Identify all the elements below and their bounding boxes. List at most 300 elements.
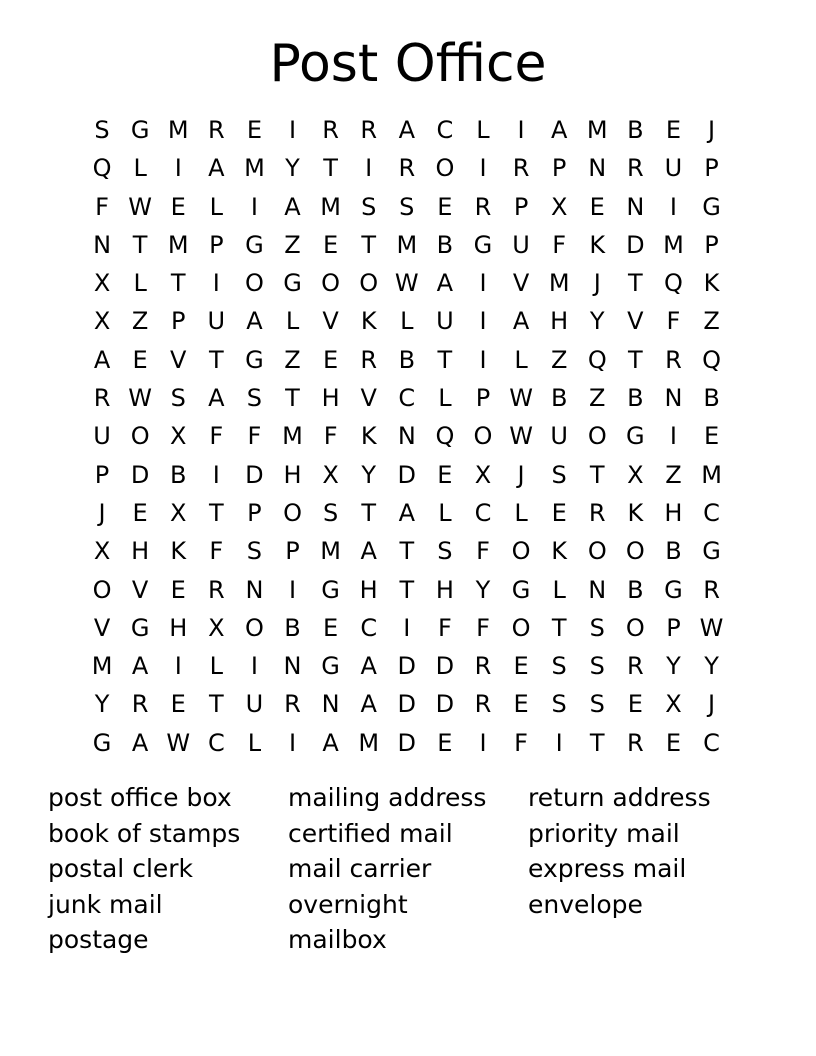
grid-letter: A: [512, 307, 530, 336]
grid-letter: G: [245, 345, 264, 374]
grid-letter: J: [517, 460, 525, 489]
grid-letter: T: [589, 728, 605, 757]
grid-letter: R: [284, 690, 301, 719]
grid-letter: R: [360, 345, 378, 374]
grid-letter: B: [627, 575, 644, 604]
grid-row: [83, 111, 733, 149]
grid-letter: T: [628, 345, 643, 374]
grid-letter: P: [475, 384, 491, 413]
grid-letter: W: [128, 192, 152, 221]
grid-letter: X: [93, 269, 111, 298]
grid-letter: G: [245, 230, 264, 259]
grid-letter: I: [212, 460, 220, 489]
grid-letter: M: [167, 116, 189, 144]
grid-letter: F: [95, 192, 109, 221]
grid-letter: S: [551, 690, 567, 719]
grid-letter: O: [92, 575, 112, 604]
grid-letter: R: [627, 652, 644, 681]
grid-letter: I: [555, 728, 563, 757]
grid-letter: T: [285, 384, 300, 413]
page-title: Post Office: [269, 34, 547, 94]
grid-letter: R: [131, 690, 149, 719]
grid-letter: V: [93, 613, 111, 642]
grid-letter: A: [436, 269, 454, 298]
grid-letter: R: [665, 345, 682, 374]
grid-letter: I: [250, 652, 258, 681]
grid-letter: I: [669, 192, 677, 221]
word-list-item: return address: [528, 783, 711, 812]
word-list-item: express mail: [528, 854, 687, 883]
grid-letter: P: [666, 613, 681, 642]
grid-letter: Z: [550, 345, 568, 374]
grid-letter: L: [285, 307, 300, 336]
grid-letter: D: [245, 460, 264, 489]
grid-letter: Y: [94, 690, 110, 719]
grid-letter: B: [627, 384, 644, 413]
grid-letter: B: [398, 345, 416, 374]
grid-row: [83, 379, 733, 417]
grid-letter: N: [664, 384, 683, 413]
grid-letter: F: [514, 728, 528, 757]
grid-letter: K: [589, 230, 606, 259]
grid-letter: K: [360, 307, 377, 336]
grid-letter: X: [208, 613, 225, 642]
grid-letter: R: [398, 154, 416, 183]
grid-letter: H: [435, 575, 454, 604]
grid-letter: U: [664, 154, 683, 183]
grid-letter: O: [587, 537, 607, 566]
grid-letter: B: [665, 537, 682, 566]
grid-letter: T: [132, 230, 148, 259]
grid-letter: N: [321, 690, 340, 719]
grid-letter: F: [437, 613, 452, 642]
grid-letter: T: [399, 575, 415, 604]
grid-letter: R: [207, 575, 225, 604]
grid-letter: S: [246, 537, 263, 566]
grid-letter: Y: [285, 154, 300, 183]
grid-letter: Y: [475, 575, 491, 604]
grid-letter: J: [708, 690, 716, 719]
grid-row: [83, 226, 733, 264]
word-list-item: envelope: [528, 889, 643, 919]
grid-letter: I: [174, 154, 182, 183]
grid-letter: H: [169, 613, 188, 642]
grid-letter: G: [92, 728, 112, 757]
grid-letter: E: [589, 192, 605, 221]
grid-letter: N: [588, 575, 607, 604]
grid-letter: E: [437, 728, 453, 757]
grid-letter: S: [246, 384, 263, 413]
grid-letter: I: [174, 652, 182, 681]
grid-letter: T: [551, 613, 567, 642]
grid-letter: H: [664, 498, 683, 527]
grid-letter: L: [438, 498, 452, 527]
grid-letter: X: [627, 460, 644, 489]
grid-letter: P: [551, 154, 567, 183]
grid-letter: I: [288, 575, 297, 604]
grid-letter: W: [128, 384, 152, 413]
grid-letter: T: [628, 269, 643, 298]
word-list-item: postal clerk: [48, 854, 194, 883]
word-list-item: mailing address: [288, 783, 487, 812]
grid-letter: G: [321, 652, 340, 681]
grid-letter: A: [360, 537, 377, 566]
grid-letter: H: [359, 575, 378, 604]
grid-letter: Z: [131, 307, 149, 336]
grid-letter: C: [360, 613, 378, 642]
grid-letter: C: [436, 116, 454, 144]
grid-letter: A: [398, 498, 415, 527]
grid-letter: K: [360, 422, 377, 451]
grid-letter: R: [474, 192, 492, 221]
grid-letter: B: [703, 384, 720, 413]
grid-letter: R: [474, 690, 492, 719]
grid-letter: O: [321, 269, 341, 298]
grid-letter: I: [288, 728, 297, 757]
grid-letter: L: [133, 154, 147, 183]
grid-row: [83, 417, 733, 455]
grid-letter: F: [209, 537, 224, 566]
grid-letter: W: [394, 269, 419, 298]
grid-letter: R: [588, 498, 606, 527]
grid-letter: H: [283, 460, 302, 489]
grid-letter: W: [509, 384, 533, 413]
grid-letter: I: [479, 345, 487, 374]
grid-letter: R: [360, 116, 378, 144]
grid-letter: G: [321, 575, 340, 604]
grid-letter: O: [511, 613, 531, 642]
grid-letter: D: [435, 690, 455, 719]
grid-letter: O: [511, 537, 531, 566]
grid-letter: G: [626, 422, 645, 451]
grid-letter: A: [131, 652, 149, 681]
grid-letter: A: [360, 652, 377, 681]
grid-letter: Z: [284, 345, 301, 374]
grid-letter: O: [244, 269, 264, 298]
grid-letter: S: [589, 690, 605, 719]
grid-letter: T: [208, 690, 224, 719]
grid-letter: O: [625, 613, 645, 642]
grid-letter: I: [250, 192, 258, 221]
word-list-item: certified mail: [288, 818, 453, 848]
grid-letter: M: [320, 537, 341, 566]
grid-letter: R: [93, 384, 111, 413]
grid-letter: A: [93, 345, 111, 374]
grid-letter: P: [285, 537, 300, 566]
grid-letter: G: [702, 192, 721, 221]
grid-letter: E: [513, 652, 529, 681]
grid-letter: Y: [589, 307, 605, 336]
grid-letter: E: [323, 345, 339, 374]
word-list-item: book of stamps: [48, 818, 241, 848]
grid-letter: U: [207, 307, 226, 336]
grid-row: [83, 724, 733, 762]
grid-letter: E: [437, 460, 453, 489]
word-list: [48, 780, 768, 958]
grid-letter: Q: [664, 269, 683, 298]
grid-letter: R: [627, 728, 644, 757]
grid-letter: M: [320, 192, 341, 221]
grid-letter: V: [322, 307, 339, 336]
grid-letter: A: [284, 192, 301, 221]
grid-letter: H: [321, 384, 340, 413]
grid-letter: R: [322, 116, 339, 144]
grid-letter: E: [627, 690, 643, 719]
grid-letter: G: [283, 269, 302, 298]
word-list-item: priority mail: [528, 818, 680, 848]
grid-letter: O: [359, 269, 379, 298]
grid-letter: L: [476, 116, 490, 144]
grid-letter: O: [130, 422, 150, 451]
grid-letter: M: [701, 460, 722, 489]
grid-letter: I: [212, 269, 220, 298]
grid-letter: D: [626, 230, 645, 259]
grid-letter: R: [474, 652, 492, 681]
grid-letter: E: [551, 498, 567, 527]
grid-letter: S: [589, 613, 605, 642]
letter-grid: [83, 111, 733, 762]
grid-letter: P: [209, 230, 224, 259]
grid-row: [83, 188, 733, 226]
grid-letter: G: [130, 613, 150, 642]
grid-letter: L: [552, 575, 566, 604]
grid-letter: A: [360, 690, 377, 719]
grid-letter: S: [589, 652, 605, 681]
grid-letter: F: [476, 613, 490, 642]
grid-row: [83, 571, 733, 609]
grid-letter: F: [323, 422, 338, 451]
grid-letter: X: [170, 422, 187, 451]
grid-letter: A: [208, 154, 225, 183]
grid-letter: X: [474, 460, 492, 489]
grid-letter: Q: [587, 345, 607, 374]
grid-letter: B: [550, 384, 568, 413]
grid-letter: Y: [666, 652, 681, 681]
grid-letter: T: [361, 498, 377, 527]
grid-letter: L: [438, 384, 452, 413]
grid-letter: I: [288, 116, 297, 144]
grid-letter: E: [513, 690, 529, 719]
grid-letter: C: [474, 498, 492, 527]
word-list-item: mail carrier: [288, 854, 432, 883]
grid-letter: T: [208, 345, 224, 374]
grid-letter: T: [437, 345, 453, 374]
grid-letter: T: [208, 498, 224, 527]
grid-letter: A: [550, 116, 568, 144]
grid-letter: D: [397, 690, 417, 719]
grid-letter: Q: [702, 345, 721, 374]
grid-letter: T: [361, 230, 377, 259]
grid-row: [83, 609, 733, 647]
grid-row: [83, 532, 733, 570]
grid-letter: M: [358, 728, 380, 757]
grid-letter: N: [245, 575, 264, 604]
grid-letter: M: [167, 230, 189, 259]
grid-letter: B: [627, 116, 644, 144]
grid-letter: D: [397, 460, 417, 489]
grid-letter: Q: [435, 422, 455, 451]
grid-letter: A: [322, 728, 339, 757]
grid-letter: S: [399, 192, 415, 221]
grid-letter: M: [282, 422, 303, 451]
grid-letter: Q: [92, 154, 112, 183]
word-list-item: mailbox: [288, 925, 387, 954]
grid-letter: Z: [589, 384, 606, 413]
grid-row: [83, 149, 733, 187]
grid-letter: S: [94, 116, 110, 144]
grid-letter: O: [625, 537, 645, 566]
grid-letter: L: [133, 269, 147, 298]
grid-letter: T: [399, 537, 415, 566]
grid-letter: F: [247, 422, 262, 451]
grid-letter: D: [130, 460, 150, 489]
grid-letter: R: [627, 154, 644, 183]
grid-letter: Z: [703, 307, 720, 336]
grid-letter: V: [360, 384, 377, 413]
grid-letter: U: [93, 422, 111, 451]
grid-letter: A: [246, 307, 263, 336]
grid-letter: S: [361, 192, 377, 221]
grid-letter: H: [131, 537, 150, 566]
grid-letter: J: [593, 269, 601, 298]
grid-letter: V: [131, 575, 149, 604]
grid-letter: F: [209, 422, 224, 451]
grid-letter: F: [666, 307, 681, 336]
grid-letter: O: [283, 498, 302, 527]
grid-letter: T: [170, 269, 186, 298]
grid-letter: E: [132, 345, 148, 374]
grid-letter: A: [131, 728, 149, 757]
grid-letter: O: [435, 154, 455, 183]
grid-letter: X: [93, 307, 111, 336]
grid-letter: N: [397, 422, 416, 451]
grid-letter: P: [170, 307, 186, 336]
grid-letter: E: [170, 690, 186, 719]
grid-letter: S: [170, 384, 186, 413]
grid-letter: J: [708, 116, 716, 144]
word-list-item: post office box: [48, 783, 232, 812]
grid-letter: I: [365, 154, 373, 183]
grid-letter: P: [247, 498, 262, 527]
grid-letter: N: [588, 154, 607, 183]
grid-letter: I: [479, 307, 487, 336]
grid-letter: M: [396, 230, 418, 259]
grid-letter: A: [208, 384, 225, 413]
grid-letter: E: [170, 192, 186, 221]
grid-letter: B: [170, 460, 187, 489]
grid-letter: E: [132, 498, 148, 527]
grid-letter: U: [436, 307, 454, 336]
grid-letter: C: [207, 728, 225, 757]
grid-letter: L: [400, 307, 414, 336]
grid-letter: F: [476, 537, 490, 566]
grid-letter: L: [514, 345, 528, 374]
grid-row: [83, 264, 733, 302]
grid-letter: C: [398, 384, 416, 413]
grid-letter: S: [437, 537, 453, 566]
grid-letter: E: [323, 230, 339, 259]
grid-letter: P: [704, 230, 719, 259]
grid-letter: E: [665, 116, 682, 144]
grid-letter: V: [627, 307, 644, 336]
grid-letter: M: [244, 154, 265, 183]
grid-row: [83, 341, 733, 379]
grid-letter: G: [130, 116, 150, 144]
grid-letter: J: [98, 498, 106, 527]
grid-letter: E: [323, 613, 339, 642]
grid-row: [83, 456, 733, 494]
grid-letter: M: [91, 652, 113, 681]
grid-letter: E: [437, 192, 453, 221]
grid-letter: V: [512, 269, 530, 298]
grid-letter: M: [663, 230, 684, 259]
grid-letter: E: [246, 116, 262, 144]
grid-letter: I: [669, 422, 677, 451]
grid-letter: K: [551, 537, 568, 566]
grid-letter: I: [517, 116, 525, 144]
grid-letter: P: [94, 460, 110, 489]
grid-letter: W: [699, 613, 724, 642]
grid-letter: L: [247, 728, 262, 757]
grid-letter: C: [703, 728, 720, 757]
grid-letter: S: [551, 652, 567, 681]
grid-letter: W: [509, 422, 533, 451]
grid-letter: E: [703, 422, 720, 451]
grid-letter: E: [665, 728, 682, 757]
grid-letter: G: [511, 575, 531, 604]
grid-letter: X: [665, 690, 682, 719]
grid-letter: W: [166, 728, 191, 757]
grid-letter: U: [550, 422, 568, 451]
grid-letter: O: [473, 422, 493, 451]
grid-letter: N: [626, 192, 645, 221]
grid-letter: F: [552, 230, 567, 259]
grid-letter: Y: [704, 652, 719, 681]
grid-letter: P: [513, 192, 529, 221]
grid-letter: L: [514, 498, 528, 527]
grid-letter: L: [209, 192, 224, 221]
grid-letter: I: [479, 269, 487, 298]
grid-letter: M: [586, 116, 608, 144]
word-list-item: overnight: [288, 889, 408, 919]
word-list-item: junk mail: [48, 889, 163, 919]
grid-letter: X: [170, 498, 187, 527]
grid-letter: B: [436, 230, 454, 259]
grid-letter: B: [284, 613, 301, 642]
grid-letter: I: [403, 613, 411, 642]
grid-letter: I: [479, 154, 487, 183]
grid-letter: R: [512, 154, 530, 183]
grid-letter: D: [435, 652, 455, 681]
grid-letter: N: [283, 652, 302, 681]
grid-letter: A: [398, 116, 415, 144]
grid-letter: K: [170, 537, 187, 566]
grid-letter: N: [93, 230, 112, 259]
grid-letter: O: [244, 613, 264, 642]
grid-letter: C: [703, 498, 720, 527]
grid-letter: D: [397, 728, 417, 757]
grid-letter: L: [209, 652, 224, 681]
grid-letter: Y: [361, 460, 377, 489]
grid-letter: R: [703, 575, 720, 604]
grid-letter: T: [589, 460, 605, 489]
grid-letter: H: [550, 307, 569, 336]
grid-letter: Z: [665, 460, 682, 489]
grid-row: [83, 494, 733, 532]
grid-letter: V: [170, 345, 187, 374]
grid-row: [83, 647, 733, 685]
grid-letter: K: [627, 498, 644, 527]
